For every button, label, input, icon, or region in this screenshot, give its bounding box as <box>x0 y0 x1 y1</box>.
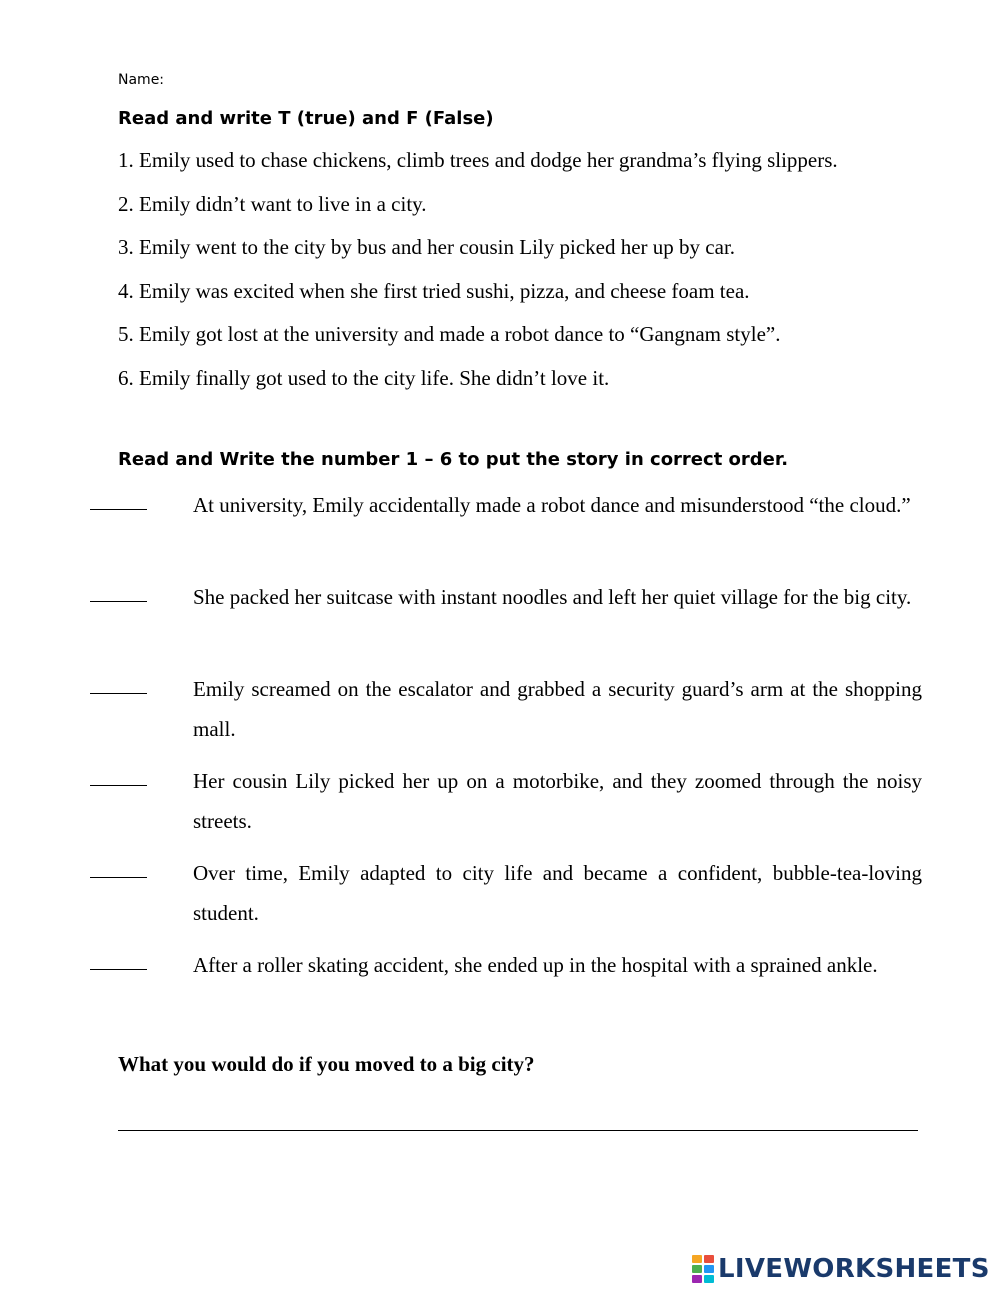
ordering-item <box>0 853 1000 945</box>
order-answer-blank-6[interactable] <box>90 969 147 970</box>
ordering-item-text: Her cousin Lily picked her up on a motorbike, and they zoomed through the noisy streets. <box>193 769 922 833</box>
ordering-item <box>0 577 1000 669</box>
logo-cell <box>704 1265 714 1273</box>
order-answer-blank-4[interactable] <box>90 785 147 786</box>
logo-cell <box>692 1265 702 1273</box>
true-false-list <box>118 145 948 407</box>
true-false-item-1: 1. Emily used to chase chickens, climb trees and dodge her grandma’s flying slippers. <box>118 148 838 172</box>
true-false-heading: Read and write T (true) and F (False) <box>118 108 494 129</box>
true-false-item-6: 6. Emily finally got used to the city life. She didn’t love it. <box>118 365 610 390</box>
brand-text: LIVEWORKSHEETS <box>718 1254 990 1284</box>
answer-line[interactable] <box>118 1130 918 1131</box>
ordering-item <box>0 485 1000 577</box>
name-label: Name: <box>118 72 165 88</box>
true-false-item-5: 5. Emily got lost at the university and made a robot dance to “Gangnam style”. <box>118 322 781 347</box>
order-answer-blank-1[interactable] <box>90 509 147 510</box>
ordering-item <box>0 669 1000 761</box>
ordering-item <box>0 761 1000 853</box>
ordering-item-text: At university, Emily accidentally made a robot dance and misunderstood “the cloud.” <box>193 493 911 517</box>
ordering-list <box>0 485 1000 997</box>
logo-cell <box>704 1255 714 1263</box>
logo-cell <box>704 1275 714 1283</box>
ordering-heading: Read and Write the number 1 – 6 to put the story in correct order. <box>118 449 789 470</box>
liveworksheets-logo-icon <box>692 1255 714 1283</box>
true-false-item-3: 3. Emily went to the city by bus and her cousin Lily picked her up by car. <box>118 235 736 260</box>
true-false-item-2: 2. Emily didn’t want to live in a city. <box>118 191 427 216</box>
ordering-item-text: After a roller skating accident, she ended up in the hospital with a sprained ankle. <box>193 953 878 977</box>
logo-cell <box>692 1275 702 1283</box>
order-answer-blank-5[interactable] <box>90 877 147 878</box>
order-answer-blank-2[interactable] <box>90 601 147 602</box>
ordering-item <box>0 945 1000 997</box>
ordering-item-text: Emily screamed on the escalator and grabbed a security guard’s arm at the shopping mall. <box>193 677 922 741</box>
order-answer-blank-3[interactable] <box>90 693 147 694</box>
ordering-item-text: Over time, Emily adapted to city life and became a confident, bubble-tea-loving student. <box>193 861 922 925</box>
open-question: What you would do if you moved to a big city? <box>118 1052 535 1076</box>
ordering-item-text: She packed her suitcase with instant noodles and left her quiet village for the big city. <box>193 585 912 609</box>
brand-watermark <box>692 1254 990 1284</box>
logo-cell <box>692 1255 702 1263</box>
true-false-item-4: 4. Emily was excited when she first tried sushi, pizza, and cheese foam tea. <box>118 278 750 303</box>
